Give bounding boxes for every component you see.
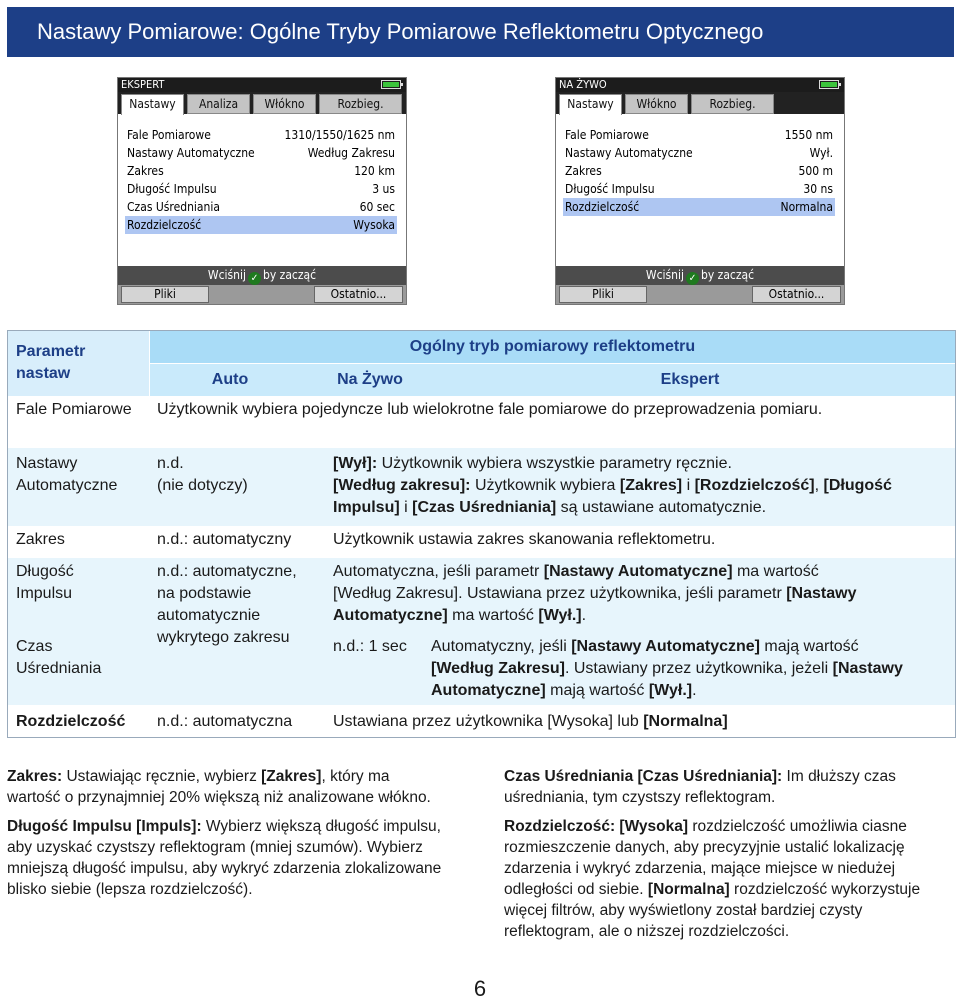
row-label-range: Zakres	[16, 531, 65, 548]
test-modes-table	[7, 330, 956, 738]
start-prompt	[118, 266, 406, 285]
tab-launch[interactable]: Rozbieg.	[319, 94, 402, 114]
text: .	[581, 607, 587, 624]
settings-list	[127, 126, 395, 234]
mode-header-row	[150, 364, 955, 396]
setting-value: 30 ns	[803, 182, 833, 196]
start-prompt-text: by zacząć	[700, 268, 755, 282]
files-button[interactable]: Pliki	[121, 286, 209, 303]
setting-value: 1550 nm	[784, 128, 833, 142]
setting-label: Nastawy Automatyczne	[127, 146, 255, 160]
text-bold: [Nastawy Automatyczne]	[543, 563, 733, 580]
text: .	[692, 682, 697, 699]
setting-label: Długość Impulsu	[127, 182, 217, 196]
setting-row[interactable]	[565, 144, 833, 162]
setting-value: Według Zakresu	[307, 146, 395, 160]
mode-label: EKSPERT	[121, 78, 165, 91]
text-bold: [Nastawy	[786, 585, 857, 602]
cell-text	[431, 658, 903, 680]
text: są ustawiane automatycznie.	[556, 499, 767, 516]
setting-label: Nastawy Automatyczne	[565, 146, 693, 160]
setting-row[interactable]	[127, 162, 395, 180]
text: , który ma wartość o przynajmniej 20% większą niż analizowane włókno.	[7, 768, 431, 806]
text-bold: Impulsu]	[333, 499, 400, 516]
text-bold: Zakres:	[7, 768, 63, 785]
setting-label: Zakres	[565, 164, 602, 178]
setting-label: Czas Uśredniania	[127, 200, 220, 214]
setting-row[interactable]	[127, 126, 395, 144]
setting-label: Rozdzielczość	[127, 218, 202, 232]
text: ma wartość	[732, 563, 819, 580]
files-button[interactable]: Pliki	[559, 286, 647, 303]
cell-auto: n.d.: automatyczny	[157, 531, 292, 548]
row-label-auto-settings: Nastawy Automatyczne	[16, 455, 118, 494]
setting-label: Zakres	[127, 164, 164, 178]
cell-auto: n.d.: automatyczna	[157, 713, 293, 730]
cell-text	[333, 453, 732, 475]
setting-row-selected[interactable]	[125, 216, 397, 234]
page-number: 6	[473, 976, 487, 1001]
setting-value: Wył.	[809, 146, 833, 160]
note-averaging	[504, 766, 950, 808]
setting-value: 500 m	[798, 164, 833, 178]
check-icon: ✓	[686, 272, 699, 285]
otdr-screen-expert	[117, 77, 407, 305]
text: ma wartość	[447, 607, 539, 624]
text-bold: [Nastawy	[832, 660, 903, 677]
check-icon: ✓	[248, 272, 261, 285]
note-range	[7, 766, 447, 808]
text-bold: [Nastawy Automatyczne]	[571, 638, 760, 655]
row-label-wavelengths: Fale Pomiarowe	[16, 401, 132, 418]
text-bold: [Normalna]	[643, 713, 728, 730]
start-prompt	[556, 266, 844, 285]
text: Automatyczny, jeśli	[431, 638, 572, 655]
tab-settings[interactable]: Nastawy	[559, 94, 622, 115]
text: Wybierz większą długość impulsu, aby uzyskać czystszy reflektogram (mniej szumów). Wybierz mniejszą długość impulsu, aby wykryć zdarzenia zlokalizowane blisko siebie (lepsza rozdzielczość).	[7, 818, 442, 898]
screen-tabs	[118, 92, 406, 114]
text-bold: [Czas Uśredniania]	[412, 499, 557, 516]
text: rozdzielczość umożliwia ciasne rozmieszczenie danych, aby precyzyjnie ustalić lokalizację zdarzenia i wykryć zdarzenia, mające miejsce w niedużej odległości od siebie.	[504, 818, 907, 898]
notes-right	[504, 766, 950, 950]
cell-text	[333, 561, 819, 583]
text: . Ustawiany przez użytkownika, jeżeli	[564, 660, 833, 677]
param-header: Parametr nastaw	[16, 343, 86, 382]
text-bold: [Normalna]	[647, 881, 730, 898]
text: Ustawiając ręcznie, wybierz	[62, 768, 262, 785]
cell-text: Użytkownik wybiera pojedyncze lub wielokrotne fale pomiarowe do przeprowadzenia pomiaru.	[157, 401, 823, 418]
page-title: Nastawy Pomiarowe: Ogólne Tryby Pomiarowe Reflektometru Optycznego	[7, 7, 954, 57]
text-bold: [Według zakresu]:	[333, 477, 471, 494]
setting-row-selected[interactable]	[563, 198, 835, 216]
text-bold: [Według Zakresu]	[431, 660, 565, 677]
text-bold: Czas Uśredniania [Czas Uśredniania]:	[504, 768, 783, 785]
text: mają wartość	[545, 682, 649, 699]
text: Użytkownik wybiera	[470, 477, 620, 494]
text-bold: Długość Impulsu [Impuls]:	[7, 818, 202, 835]
col-auto: Auto	[211, 371, 249, 388]
settings-list	[565, 126, 833, 216]
text-bold: [Zakres]	[261, 768, 322, 785]
screen-tabs	[556, 92, 844, 114]
recent-button[interactable]: Ostatnio...	[314, 286, 403, 303]
setting-value: Normalna	[780, 200, 833, 214]
text-bold: [Wył]:	[333, 455, 378, 472]
cell-text	[431, 636, 859, 658]
cell-auto: na podstawie	[157, 585, 252, 602]
col-expert: Ekspert	[660, 371, 720, 388]
param-header-cell	[8, 331, 149, 396]
start-prompt-text: Wciśnij	[207, 268, 246, 282]
text-bold: [Długość	[823, 477, 892, 494]
notes-left	[7, 766, 447, 908]
row-label-resolution: Rozdzielczość	[16, 713, 126, 730]
text: Automatyczna, jeśli parametr	[333, 563, 544, 580]
start-prompt-text: by zacząć	[262, 268, 317, 282]
cell-text	[333, 475, 892, 497]
group-header-cell	[150, 331, 955, 363]
note-resolution	[504, 816, 950, 942]
setting-row[interactable]	[565, 162, 833, 180]
text-bold: [Wył.]	[538, 607, 582, 624]
row-label-averaging: Czas Uśredniania	[16, 638, 102, 677]
softkey-bar	[118, 285, 406, 304]
cell-text: Użytkownik ustawia zakres skanowania reflektometru.	[333, 531, 716, 548]
text: i	[682, 477, 695, 494]
text: rozdzielczość wykorzystuje więcej filtrów, aby wyświetlony został bardziej czysty reflektogram, ale o niższej rozdzielczości.	[504, 881, 921, 940]
cell-auto: wykrytego zakresu	[157, 629, 290, 646]
text-bold: [Rozdzielczość]	[694, 477, 815, 494]
cell-text	[333, 605, 586, 627]
text: i	[399, 499, 413, 516]
softkey-bar	[556, 285, 844, 304]
setting-label: Fale Pomiarowe	[127, 128, 211, 142]
tab-fiber[interactable]: Włókno	[253, 94, 316, 114]
text: Użytkownik wybiera wszystkie parametry ręcznie.	[377, 455, 732, 472]
recent-button[interactable]: Ostatnio...	[752, 286, 841, 303]
setting-label: Długość Impulsu	[565, 182, 655, 196]
cell-auto: n.d.: automatyczne,	[157, 563, 297, 580]
cell-na-note: (nie dotyczy)	[157, 477, 248, 494]
tab-settings[interactable]: Nastawy	[121, 94, 184, 115]
text-bold: Automatyczne]	[333, 607, 448, 624]
note-pulse	[7, 816, 447, 900]
setting-value: Wysoka	[353, 218, 395, 232]
text-bold: [Wył.]	[648, 682, 693, 699]
cell-text	[333, 711, 728, 733]
text-bold: Automatyczne]	[431, 682, 546, 699]
cell-live: n.d.: 1 sec	[333, 638, 407, 655]
setting-label: Rozdzielczość	[565, 200, 640, 214]
screen-mode-header	[118, 78, 406, 92]
otdr-screen-live	[555, 77, 845, 305]
setting-row[interactable]	[565, 126, 833, 144]
setting-value: 3 us	[372, 182, 395, 196]
setting-value: 60 sec	[359, 200, 395, 214]
text: ,	[814, 477, 824, 494]
cell-text	[333, 583, 856, 605]
setting-row[interactable]	[565, 180, 833, 198]
cell-auto: automatycznie	[157, 607, 261, 624]
battery-icon	[381, 80, 401, 89]
setting-value: 1310/1550/1625 nm	[284, 128, 395, 142]
group-header: Ogólny tryb pomiarowy reflektometru	[409, 338, 696, 355]
text: [Według Zakresu]. Ustawiana przez użytkownika, jeśli parametr	[333, 585, 787, 602]
battery-icon	[819, 80, 839, 89]
setting-row[interactable]	[127, 198, 395, 216]
mode-label: NA ŻYWO	[559, 78, 607, 91]
tab-analysis[interactable]: Analiza	[187, 94, 250, 114]
screen-mode-header	[556, 78, 844, 92]
cell-text	[431, 680, 697, 702]
setting-label: Fale Pomiarowe	[565, 128, 649, 142]
text-bold: Rozdzielczość: [Wysoka]	[504, 818, 689, 835]
setting-value: 120 km	[354, 164, 395, 178]
cell-na: n.d.	[157, 455, 184, 472]
text: mają wartość	[759, 638, 859, 655]
text-bold: [Zakres]	[619, 477, 683, 494]
row-label-pulse-width: Długość Impulsu	[16, 563, 74, 602]
tab-fiber[interactable]: Włókno	[625, 94, 688, 114]
col-live: Na Żywo	[337, 371, 403, 388]
tab-launch[interactable]: Rozbieg.	[691, 94, 774, 114]
text: Ustawiana przez użytkownika [Wysoka] lub	[333, 713, 644, 730]
setting-row[interactable]	[127, 180, 395, 198]
start-prompt-text: Wciśnij	[645, 268, 684, 282]
text: Im dłuższy czas uśredniania, tym czystszy reflektogram.	[504, 768, 896, 806]
setting-row[interactable]	[127, 144, 395, 162]
cell-text	[333, 497, 766, 519]
